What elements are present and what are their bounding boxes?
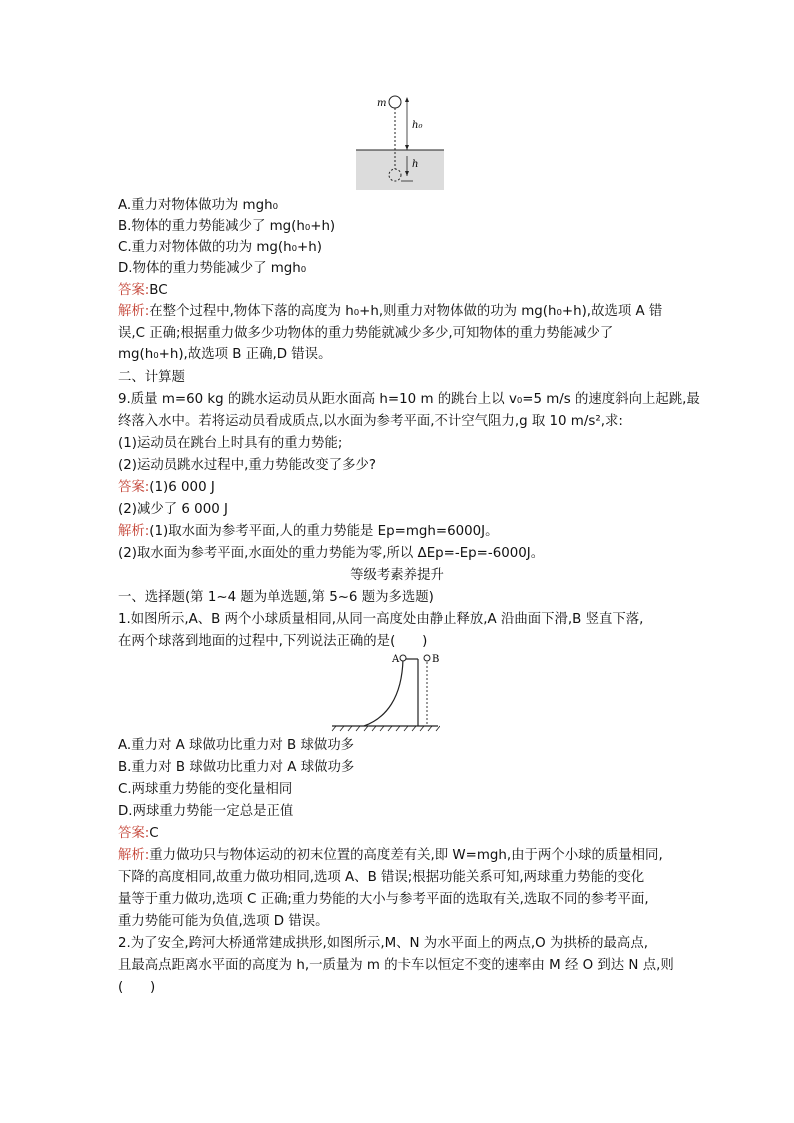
q1-option-d: D.两球重力势能一定总是正值: [118, 804, 294, 819]
water-region: [356, 150, 444, 190]
q1-analysis-3: 量等于重力做功,选项 C 正确;重力势能的大小与参考平面的选取有关,选取不同的参考平面,: [118, 892, 649, 907]
curved-track: [364, 659, 403, 726]
q8-option-c: C.重力对物体做的功为 mg(h₀+h): [118, 240, 322, 255]
answer-value: C: [149, 826, 159, 841]
label-a: A: [392, 654, 400, 665]
ball-b: [424, 655, 430, 661]
q1-stem-1: 1.如图所示,A、B 两个小球质量相同,从同一高度处由静止释放,A 沿曲面下滑,B 竖直下落,: [118, 612, 644, 627]
q8-answer: [118, 281, 168, 301]
q9-answer-1: [118, 478, 215, 498]
h0-arrow-up: [405, 97, 409, 102]
q1-analysis-4: 重力势能可能为负值,选项 D 错误。: [118, 914, 329, 929]
analysis-text: 在整个过程中,物体下落的高度为 h₀+h,则重力对物体做的功为 mg(h₀+h),故选项 A 错: [149, 304, 663, 319]
analysis-label: 解析:: [118, 848, 150, 863]
q2-stem-2: 且最高点距离水平面的高度为 h,一质量为 m 的卡车以恒定不变的速率由 M 经 O 到达 N 点,则: [118, 958, 674, 973]
q8-analysis-line-1: [118, 302, 662, 322]
q1-option-b: B.重力对 B 球做功比重力对 A 球做功多: [118, 760, 355, 775]
label-h0: h₀: [412, 120, 423, 131]
ground-hatch: [332, 726, 440, 731]
q2-stem-3: ( ): [118, 980, 156, 995]
q8-analysis-line-3: mg(h₀+h),故选项 B 正确,D 错误。: [118, 347, 332, 362]
answer-value: (1)6 000 J: [149, 480, 215, 495]
q1-stem-2: 在两个球落到地面的过程中,下列说法正确的是( ): [118, 634, 428, 649]
q8-option-a: A.重力对物体做功为 mgh₀: [118, 198, 278, 213]
answer-value: BC: [149, 283, 168, 298]
analysis-label: 解析:: [118, 524, 150, 539]
q1-option-a: A.重力对 A 球做功比重力对 B 球做功多: [118, 738, 355, 753]
analysis-label: 解析:: [118, 304, 150, 319]
section-calculation-heading: 二、计算题: [118, 370, 185, 385]
q8-analysis-line-2: 误,C 正确;根据重力做多少功物体的重力势能就减少多少,可知物体的重力势能减少了: [118, 326, 614, 341]
section-choice-heading: 一、选择题(第 1~4 题为单选题,第 5~6 题为多选题): [118, 590, 434, 605]
answer-label: 答案:: [118, 826, 150, 841]
q8-option-b: B.物体的重力势能减少了 mg(h₀+h): [118, 219, 336, 234]
q9-sub-1: (1)运动员在跳台上时具有的重力势能;: [118, 436, 343, 451]
label-h: h: [412, 159, 419, 170]
q9-stem-2: 终落入水中。若将运动员看成质点,以水面为参考平面,不计空气阻力,g 取 10 m/s²,求:: [118, 414, 623, 429]
ball-initial: [389, 96, 401, 108]
label-b: B: [432, 654, 440, 665]
q1-answer: [118, 824, 159, 844]
q2-stem-1: 2.为了安全,跨河大桥通常建成拱形,如图所示,M、N 为水平面上的两点,O 为拱桥的最高点,: [118, 936, 648, 951]
ball-a: [400, 655, 406, 661]
answer-label: 答案:: [118, 480, 150, 495]
q9-answer-2: (2)减少了 6 000 J: [118, 502, 228, 517]
q9-stem-1: 9.质量 m=60 kg 的跳水运动员从距水面高 h=10 m 的跳台上以 v₀=5 m/s 的速度斜向上起跳,最: [118, 392, 700, 407]
label-m: m: [377, 98, 387, 109]
q9-analysis-2: (2)取水面为参考平面,水面处的重力势能为零,所以 ΔEp=-Ep=-6000J。: [118, 546, 545, 561]
analysis-text: (1)取水面为参考平面,人的重力势能是 Ep=mgh=6000J。: [149, 524, 499, 539]
q1-option-c: C.两球重力势能的变化量相同: [118, 782, 293, 797]
q1-analysis-2: 下降的高度相同,故重力做功相同,选项 A、B 错误;根据功能关系可知,两球重力势能的变化: [118, 870, 645, 885]
answer-label: 答案:: [118, 283, 150, 298]
q9-analysis-1: [118, 522, 499, 542]
analysis-text: 重力做功只与物体运动的初末位置的高度差有关,即 W=mgh,由于两个小球的质量相同,: [149, 848, 663, 863]
q9-sub-2: (2)运动员跳水过程中,重力势能改变了多少?: [118, 458, 376, 473]
q1-analysis-1: [118, 846, 663, 866]
level-title: 等级考素养提升: [350, 568, 444, 583]
h0-arrow-down: [405, 145, 409, 150]
q8-option-d: D.物体的重力势能减少了 mgh₀: [118, 261, 307, 276]
falling-ball-figure: [355, 92, 445, 192]
two-balls-figure: [330, 650, 440, 734]
